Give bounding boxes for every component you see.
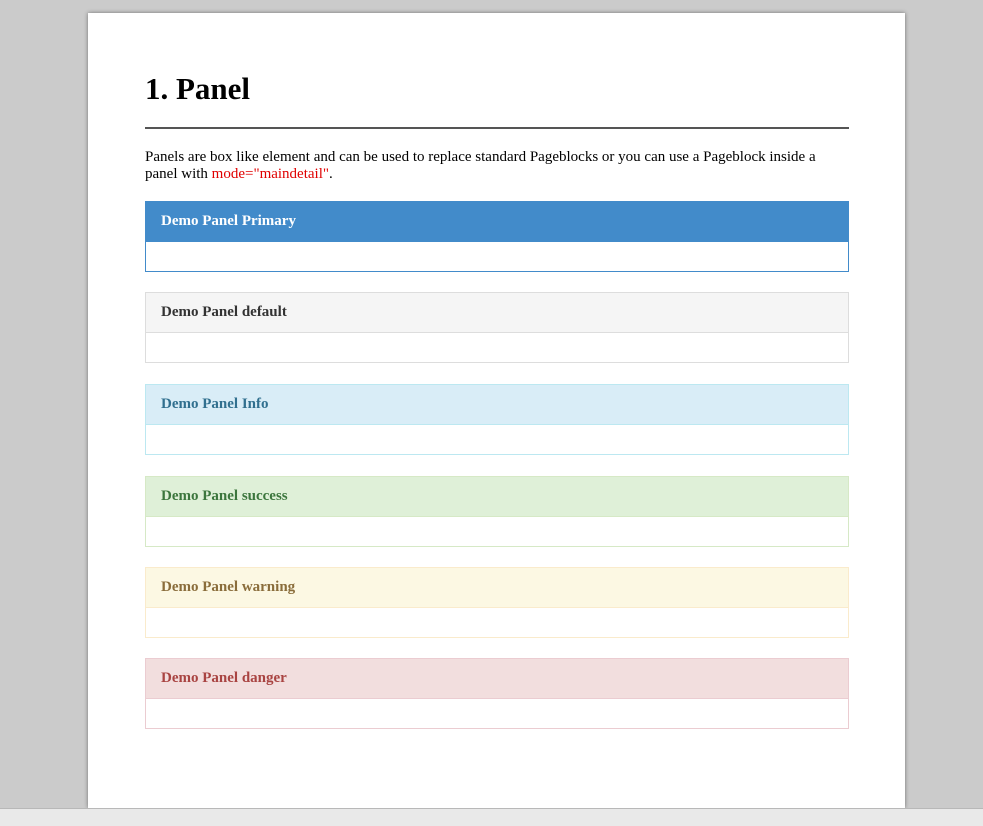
panel-success	[145, 476, 849, 547]
panel-body	[146, 425, 848, 454]
panel-warning	[145, 567, 849, 638]
intro-text: Panels are box like element and can be used to replace standard Pageblocks or you can use a Pageblock inside a panel with	[145, 149, 816, 182]
bottom-scroll-bar[interactable]	[0, 808, 983, 826]
panel-info	[145, 384, 849, 455]
document-page	[88, 13, 905, 808]
panel-heading	[146, 659, 848, 699]
panel-default	[145, 292, 849, 363]
panel-title: Demo Panel warning	[161, 579, 296, 595]
section-title: 1. Panel	[145, 71, 251, 106]
panel-primary	[145, 201, 849, 272]
intro-end: .	[329, 166, 333, 182]
panel-heading	[146, 202, 848, 242]
panel-title: Demo Panel success	[161, 488, 288, 504]
panel-heading	[146, 477, 848, 517]
panel-title: Demo Panel Primary	[161, 213, 296, 229]
panel-danger	[145, 658, 849, 729]
panel-body	[146, 699, 848, 728]
panel-heading	[146, 385, 848, 425]
panel-body	[146, 242, 848, 271]
panel-title: Demo Panel Info	[161, 396, 269, 412]
panel-body	[146, 333, 848, 362]
panel-heading	[146, 568, 848, 608]
panel-heading	[146, 293, 848, 333]
intro-paragraph	[145, 149, 849, 183]
title-divider	[145, 127, 849, 129]
panel-title: Demo Panel danger	[161, 670, 287, 686]
intro-code: mode="maindetail"	[211, 166, 329, 182]
panel-body	[146, 517, 848, 546]
panel-body	[146, 608, 848, 637]
panel-title: Demo Panel default	[161, 304, 287, 320]
